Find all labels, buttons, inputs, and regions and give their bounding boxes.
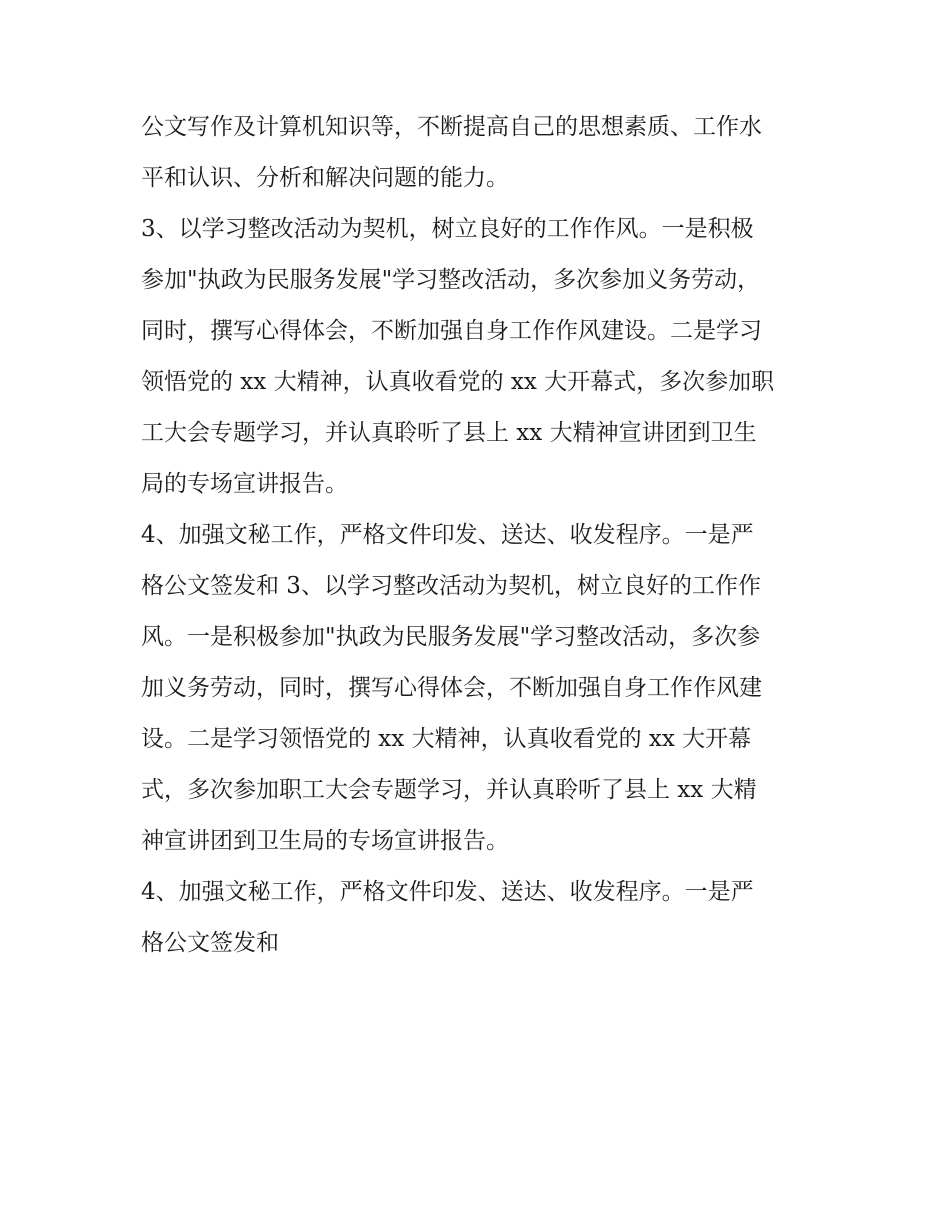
text-line: 领悟党的 xx 大精神，认真收看党的 xx 大开幕式，多次参加职 bbox=[141, 369, 775, 395]
text-line: 平和认识、分析和解决问题的能力。 bbox=[141, 165, 509, 191]
text-line: 参加"执政为民服务发展"学习整改活动，多次参加义务劳动， bbox=[141, 267, 761, 293]
text-line: 工大会专题学习，并认真聆听了县上 xx 大精神宣讲团到卫生 bbox=[141, 420, 757, 446]
text-line: 式，多次参加职工大会专题学习，并认真聆听了县上 xx 大精 bbox=[141, 777, 757, 803]
text-line: 格公文签发和 bbox=[141, 930, 279, 956]
text-line: 4、加强文秘工作，严格文件印发、送达、收发程序。一是严 bbox=[141, 879, 754, 905]
document-body bbox=[141, 102, 821, 969]
text-line: 格公文签发和 3、以学习整改活动为契机，树立良好的工作作 bbox=[141, 573, 761, 599]
text-line: 同时，撰写心得体会，不断加强自身工作作风建设。二是学习 bbox=[141, 318, 762, 344]
text-line: 神宣讲团到卫生局的专场宣讲报告。 bbox=[141, 828, 509, 854]
text-line: 4、加强文秘工作，严格文件印发、送达、收发程序。一是严 bbox=[141, 522, 754, 548]
text-line: 局的专场宣讲报告。 bbox=[141, 471, 348, 497]
text-line: 加义务劳动，同时，撰写心得体会，不断加强自身工作作风建 bbox=[141, 675, 762, 701]
text-line: 3、以学习整改活动为契机，树立良好的工作作风。一是积极 bbox=[141, 216, 754, 242]
text-line: 风。一是积极参加"执政为民服务发展"学习整改活动，多次参 bbox=[141, 624, 761, 650]
text-line: 公文写作及计算机知识等，不断提高自己的思想素质、工作水 bbox=[141, 114, 762, 140]
text-line: 设。二是学习领悟党的 xx 大精神，认真收看党的 xx 大开幕 bbox=[141, 726, 752, 752]
